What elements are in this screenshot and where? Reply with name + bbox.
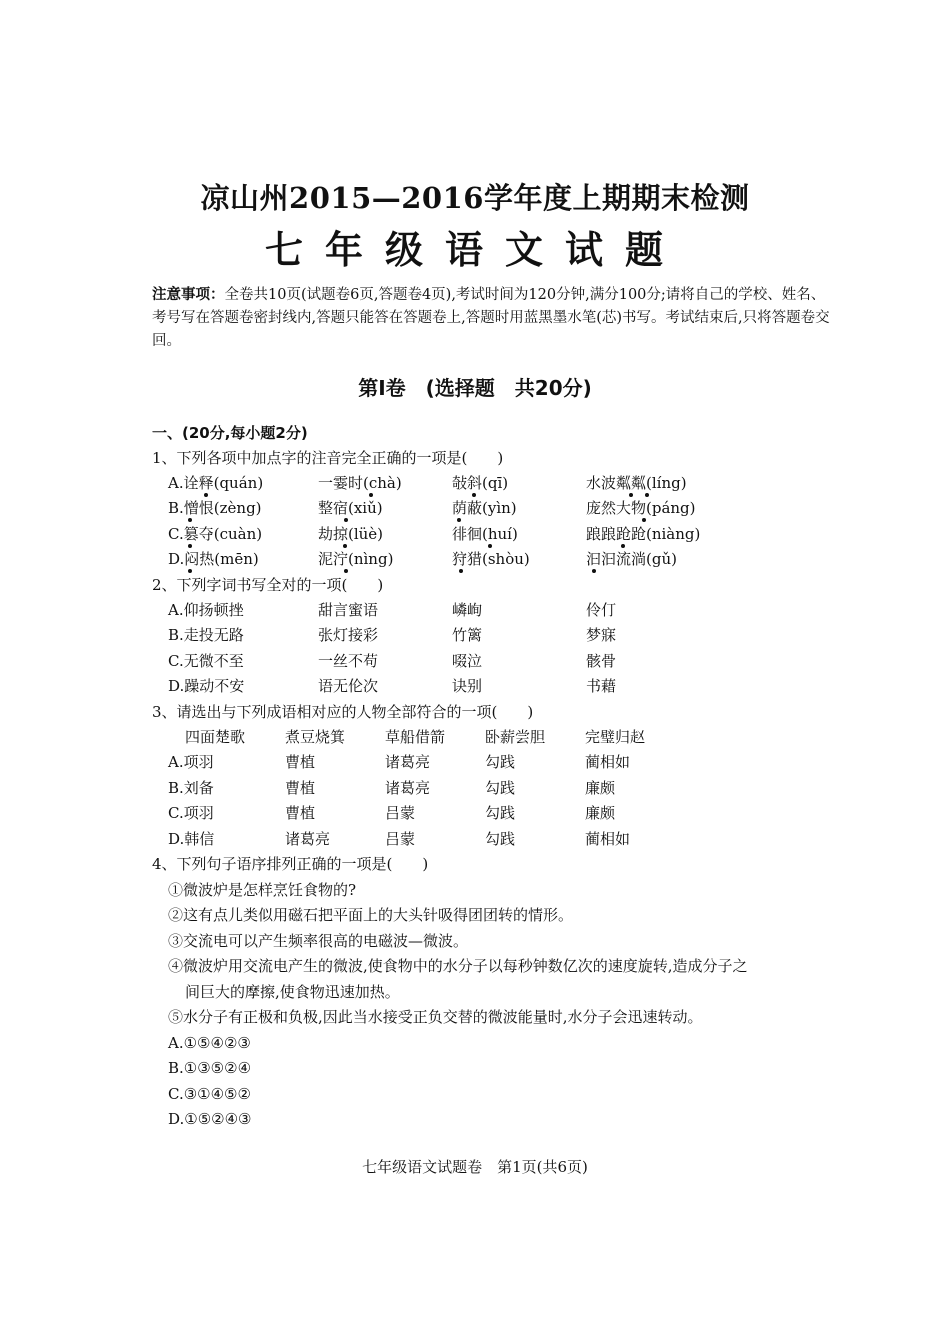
q4-sentence-1: ①微波炉是怎样烹饪食物的? [168,881,357,899]
q1-option-d-3: 狩猎(shòu) [452,550,530,568]
q2-option-b-4: 梦寐 [586,626,617,644]
q3-option-c-4: 勾践 [485,804,516,822]
q4-sentence-4-cont: 间巨大的摩擦,使食物迅速加热。 [185,983,400,1001]
q2-option-b-2: 张灯接彩 [318,626,379,644]
notice-block [152,284,832,353]
notice-label: 注意事项： [152,287,225,303]
q2-option-c-1: C.无微不至 [168,652,244,670]
q3-option-d-5: 蔺相如 [585,830,631,848]
emphasis-dot [592,569,596,573]
q2-option-b-1: B.走投无路 [168,626,244,644]
q1-option-c-4: 踉踉跄跄(niàng) [586,525,701,543]
exam-title: 凉山州2015—2016学年度上期期末检测 [200,181,750,215]
exam-subtitle: 七年级语文试题 [264,228,685,272]
q3-header-3: 草船借箭 [385,728,446,746]
notice-text: 全卷共10页(试题卷6页,答题卷4页),考试时间为120分钟,满分100分;请将自己的学校、姓名、考号写在答题卷密封线内,答题只能答在答题卷上,答题时用蓝黑墨水笔(芯)书写。考试结束后,只将答题卷交回。 [152,287,830,349]
q2-option-d-4: 书藉 [586,677,617,695]
part-heading: 一、(20分,每小题2分) [152,424,308,442]
emphasis-dot [369,493,373,497]
q3-option-a-4: 勾践 [485,753,516,771]
q3-option-b-5: 廉颇 [585,779,616,797]
q3-header-2: 煮豆烧箕 [285,728,346,746]
q2-option-c-2: 一丝不苟 [318,652,379,670]
q1-option-a-2: 一霎时(chà) [318,474,402,492]
question-1-stem: 1、下列各项中加点字的注音完全正确的一项是( ) [152,449,504,467]
q4-sentence-4: ④微波炉用交流电产生的微波,使食物中的水分子以每秒钟数亿次的速度旋转,造成分子之 [168,957,748,975]
q3-header-4: 卧薪尝胆 [485,728,546,746]
emphasis-dot [642,518,646,522]
page-footer: 七年级语文试题卷 第1页(共6页) [362,1158,588,1176]
q3-option-a-2: 曹植 [285,753,316,771]
q3-header-1: 四面楚歌 [185,728,246,746]
q1-option-c-2: 劫掠(lüè) [318,525,384,543]
emphasis-dot [645,493,649,497]
q2-option-a-4: 伶仃 [586,601,617,619]
question-3-stem: 3、请选出与下列成语相对应的人物全部符合的一项( ) [152,703,534,721]
q3-option-d-3: 吕蒙 [385,830,416,848]
emphasis-dot [344,518,348,522]
q1-option-a-4: 水波粼粼(líng) [586,474,687,492]
q4-option-b: B.①③⑤②④ [168,1059,252,1077]
q3-option-a-3: 诸葛亮 [385,753,431,771]
emphasis-dot [472,493,476,497]
q3-option-a-1: A.项羽 [168,753,214,771]
q2-option-c-4: 骸骨 [586,652,617,670]
q4-sentence-3: ③交流电可以产生频率很高的电磁波—微波。 [168,932,469,950]
q3-option-c-1: C.项羽 [168,804,214,822]
q1-option-b-4: 庞然大物(páng) [586,499,696,517]
emphasis-dot [629,493,633,497]
q3-option-b-4: 勾践 [485,779,516,797]
emphasis-dot [188,518,192,522]
q2-option-a-3: 嶙峋 [452,601,483,619]
question-4-stem: 4、下列句子语序排列正确的一项是( ) [152,855,429,873]
q1-option-d-1: D.闷热(mēn) [168,550,259,568]
q3-option-d-2: 诸葛亮 [285,830,331,848]
q1-option-d-2: 泥泞(nìng) [318,550,394,568]
emphasis-dot [621,544,625,548]
q3-header-5: 完璧归赵 [585,728,646,746]
emphasis-dot [343,544,347,548]
q2-option-c-3: 啜泣 [452,652,483,670]
q1-option-a-1: A.诠释(quán) [168,474,264,492]
emphasis-dot [459,569,463,573]
emphasis-dot [488,544,492,548]
q3-option-a-5: 蔺相如 [585,753,631,771]
q4-sentence-2: ②这有点儿类似用磁石把平面上的大头针吸得团团转的情形。 [168,906,574,924]
q1-option-d-4: 汩汩流淌(gǔ) [586,550,677,568]
q2-option-d-3: 诀别 [452,677,483,695]
q1-option-b-1: B.憎恨(zèng) [168,499,262,517]
q1-option-b-3: 荫蔽(yìn) [452,499,517,517]
emphasis-dot [188,544,192,548]
emphasis-dot [204,493,208,497]
q4-option-c: C.③①④⑤② [168,1085,251,1103]
q3-option-b-1: B.刘备 [168,779,214,797]
q4-option-d: D.①⑤②④③ [168,1110,252,1128]
question-2-stem: 2、下列字词书写全对的一项( ) [152,576,384,594]
section-heading: 第Ⅰ卷 (选择题 共20分) [358,376,592,400]
q4-sentence-5: ⑤水分子有正极和负极,因此当水接受正负交替的微波能量时,水分子会迅速转动。 [168,1008,703,1026]
q3-option-d-1: D.韩信 [168,830,215,848]
q3-option-b-3: 诸葛亮 [385,779,431,797]
q3-option-d-4: 勾践 [485,830,516,848]
q1-option-a-3: 敧斜(qī) [452,474,509,492]
q3-option-b-2: 曹植 [285,779,316,797]
emphasis-dot [457,518,461,522]
q1-option-c-1: C.篡夺(cuàn) [168,525,263,543]
q2-option-a-1: A.仰扬顿挫 [168,601,244,619]
q2-option-d-2: 语无伦次 [318,677,379,695]
emphasis-dot [188,569,192,573]
q3-option-c-3: 吕蒙 [385,804,416,822]
q1-option-b-2: 整宿(xiǔ) [318,499,383,517]
q2-option-a-2: 甜言蜜语 [318,601,379,619]
q3-option-c-2: 曹植 [285,804,316,822]
q3-option-c-5: 廉颇 [585,804,616,822]
q2-option-d-1: D.躁动不安 [168,677,245,695]
emphasis-dot [344,569,348,573]
q2-option-b-3: 竹篱 [452,626,483,644]
q1-option-c-3: 徘徊(huí) [452,525,518,543]
q4-option-a: A.①⑤④②③ [168,1034,251,1052]
